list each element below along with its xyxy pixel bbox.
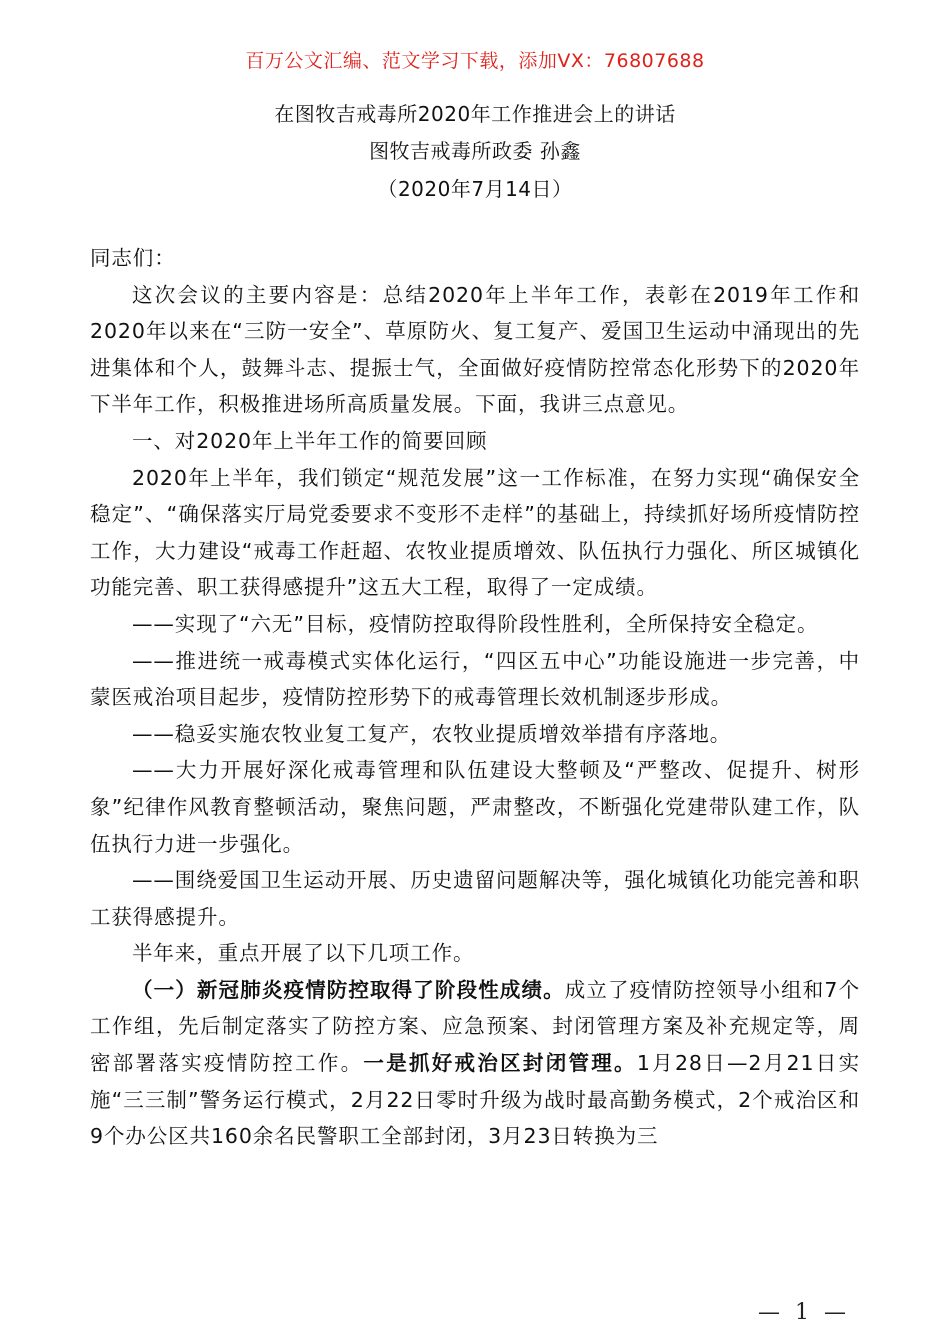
speech-title: 在图牧吉戒毒所2020年工作推进会上的讲话 [274,102,676,126]
work-intro-paragraph: 半年来，重点开展了以下几项工作。 [132,941,475,966]
salutation: 同志们： [90,246,176,270]
achievement-item: ——围绕爱国卫生运动开展、历史遗留问题解决等，强化城镇化功能完善和职工获得感提升。 [90,868,860,929]
section-heading-1: 一、对2020年上半年工作的简要回顾 [132,428,488,453]
achievement-item: ——大力开展好深化戒毒管理和队伍建设大整顿及“严整改、促提升、树形象”纪律作风教育整顿活动，聚焦问题，严肃整改，不断强化党建带队建工作，队伍执行力进一步强化。 [90,758,860,856]
paragraph-text: 1月28日—2月21日实施“三三制”警务运行模式，2月22日零时升级为战时最高勤务模式，2个戒治区和9个办公区共160余名民警职工全部封闭，3月23日转换为三 [90,1051,861,1149]
paragraph-text: 成立了疫情防控领导小组和7个工作组，先后制定落实了防控方案、应急预案、封闭管理方案及补充规定等，周密部署落实疫情防控工作。 [90,977,860,1076]
point-heading: 一是抓好戒治区封闭管理。 [363,1051,637,1076]
speaker-line: 图牧吉戒毒所政委 孙鑫 [369,139,581,163]
achievement-item: ——稳妥实施农牧业复工复产，农牧业提质增效举措有序落地。 [132,721,732,746]
watermark-banner: 百万公文汇编、范文学习下载，添加VX：76807688 [245,50,705,72]
speech-date: （2020年7月14日） [377,177,573,201]
document-body [90,240,860,1155]
page-number: — 1 — [758,1300,850,1325]
subsection-heading: （一）新冠肺炎疫情防控取得了阶段性成绩。 [132,977,565,1002]
review-paragraph: 2020年上半年，我们锁定“规范发展”这一工作标准，在努力实现“确保安全稳定”、“确保落实厅局党委要求不变形不走样”的基础上，持续抓好场所疫情防控工作，大力建设“戒毒工作赶超、农牧业提质增效、队伍执行力强化、所区城镇化功能完善、职工获得感提升”这五大工程，取得了一定成绩。 [90,465,860,600]
achievement-item: ——推进统一戒毒模式实体化运行，“四区五中心”功能设施进一步完善，中蒙医戒治项目起步，疫情防控形势下的戒毒管理长效机制逐步形成。 [90,648,860,710]
achievement-item: ——实现了“六无”目标，疫情防控取得阶段性胜利，全所保持安全稳定。 [132,611,819,636]
epidemic-paragraph [90,972,860,1155]
intro-paragraph: 这次会议的主要内容是：总结2020年上半年工作，表彰在2019年工作和2020年以来在“三防一安全”、草原防火、复工复产、爱国卫生运动中涌现出的先进集体和个人，鼓舞斗志、提振士气，全面做好疫情防控常态化形势下的2020年下半年工作，积极推进场所高质量发展。下面，我讲三点意见。 [90,282,860,417]
